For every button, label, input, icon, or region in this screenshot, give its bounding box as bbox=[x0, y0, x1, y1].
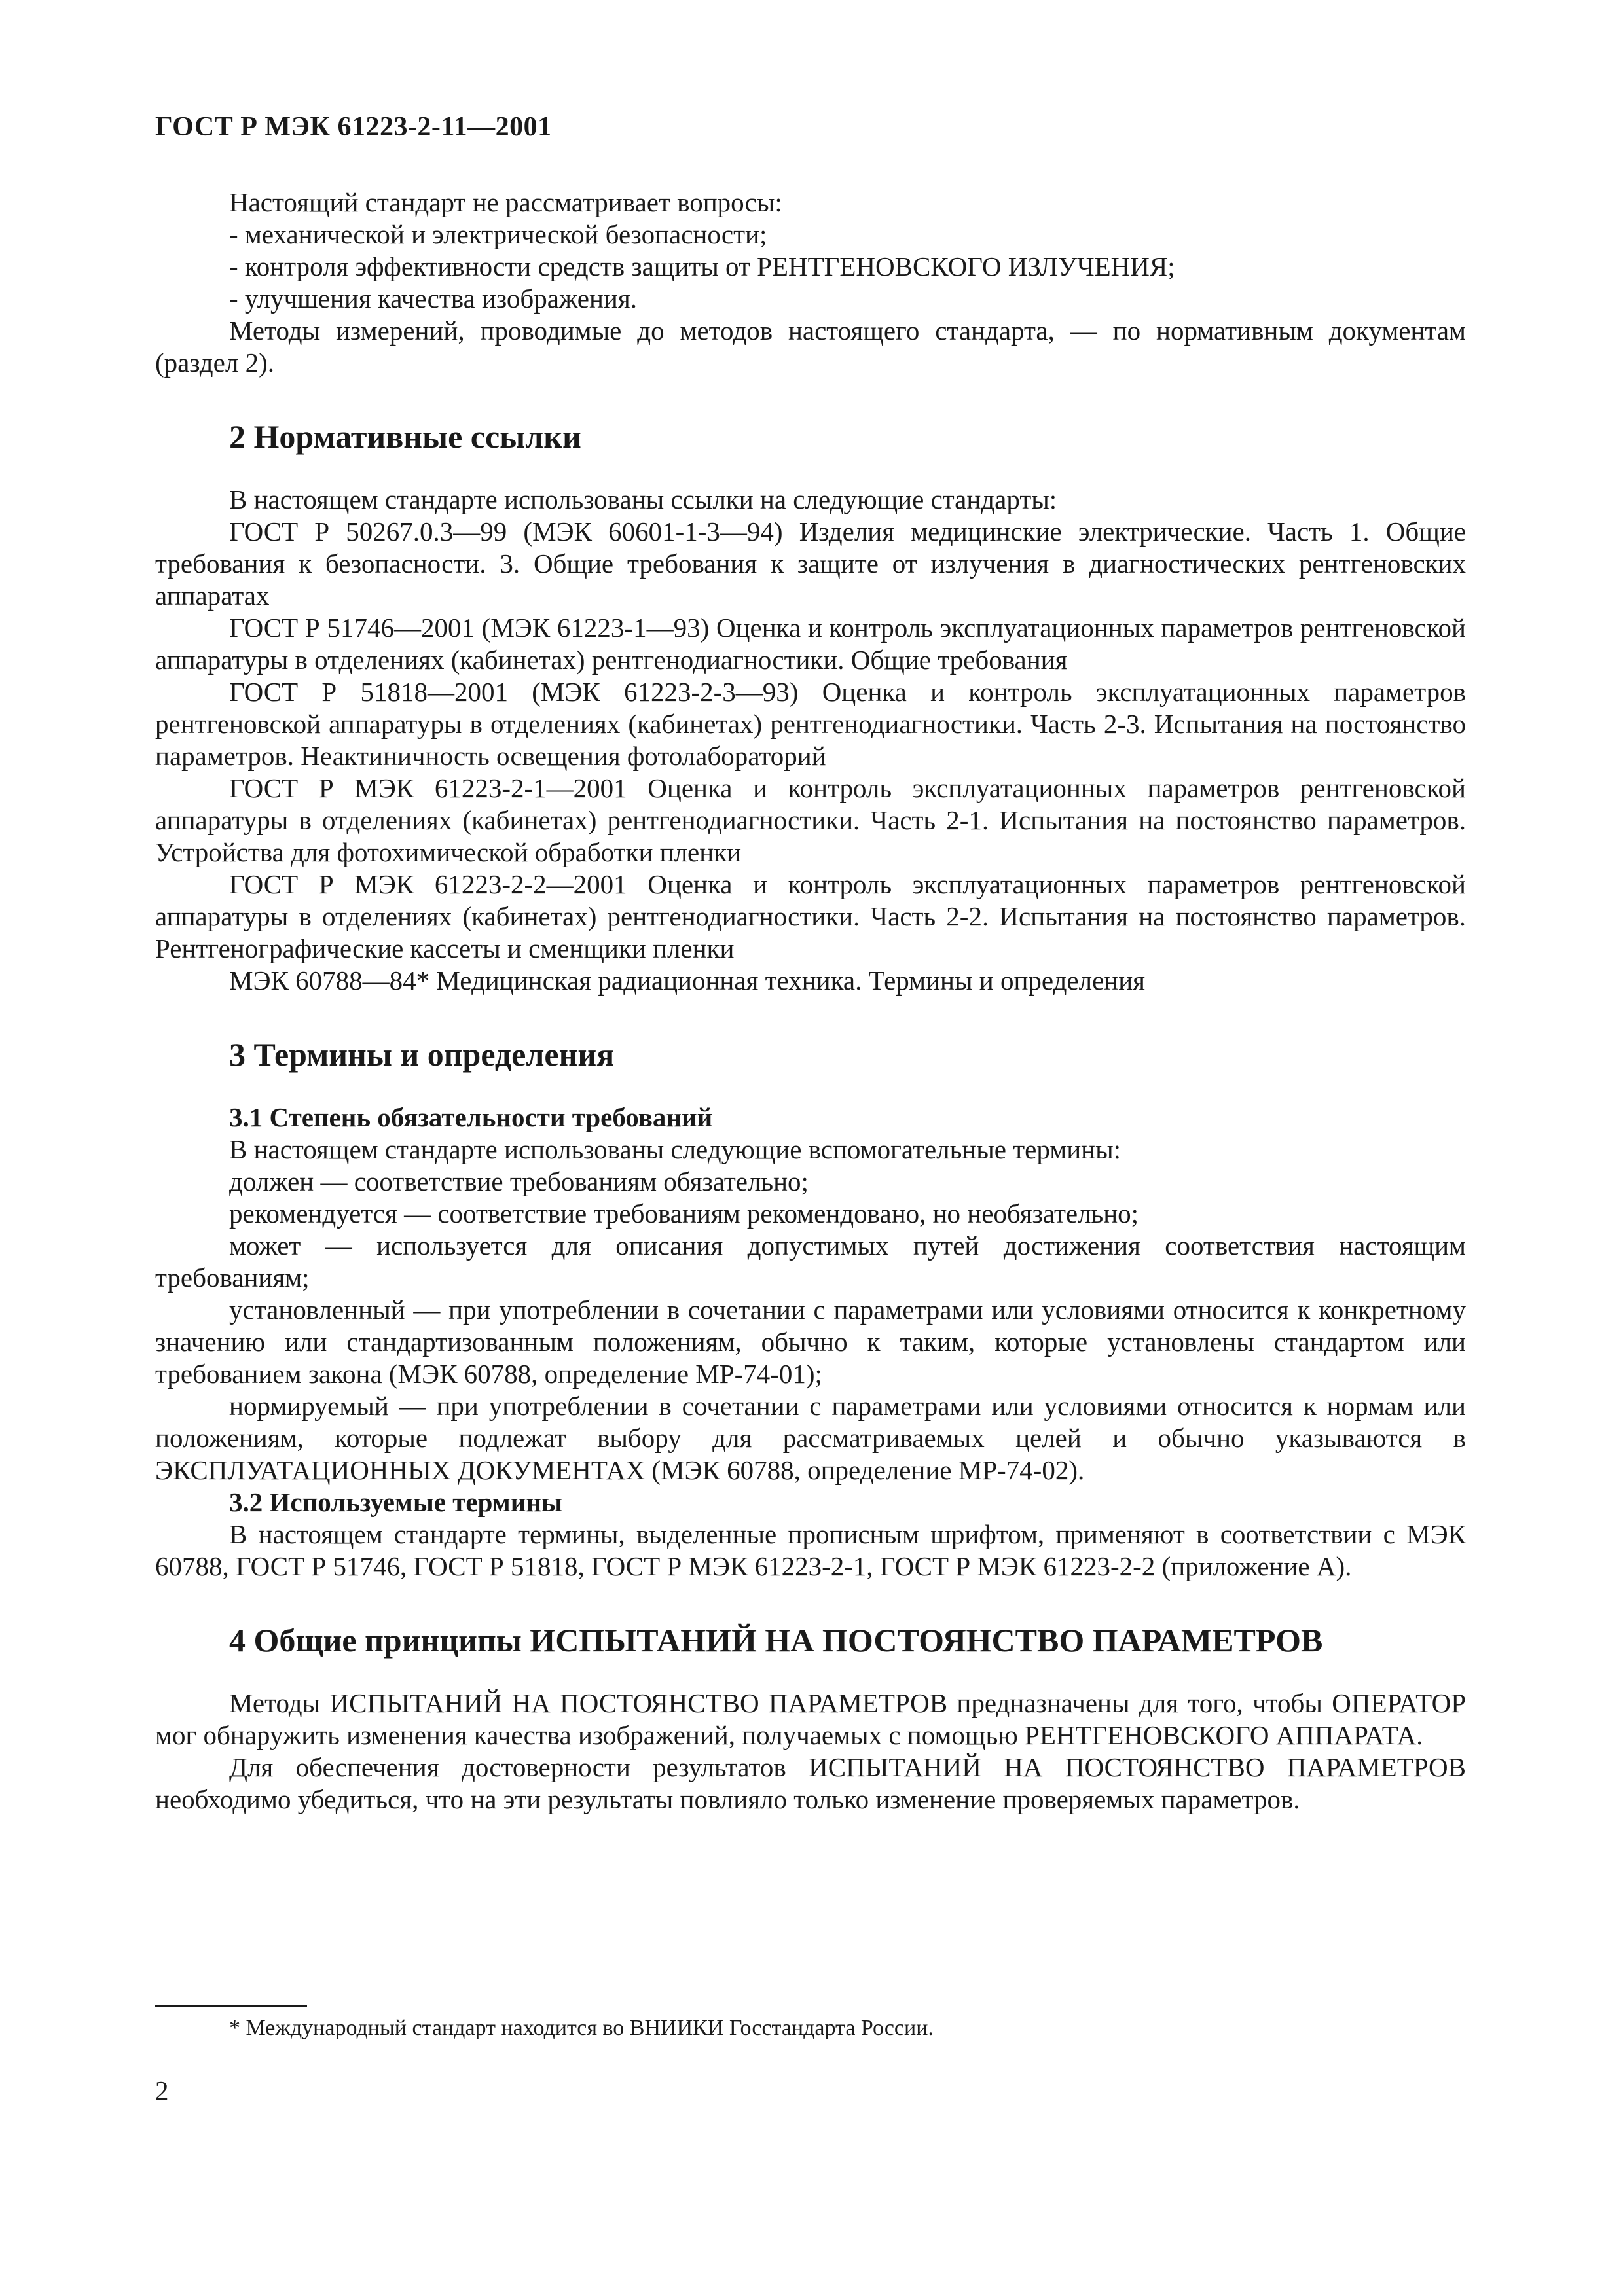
terms-used-paragraph: В настоящем стандарте термины, выделенные прописным шрифтом, применяют в соответствии с МЭК 60788, ГОСТ Р 51746, ГОСТ Р 51818, ГОСТ Р МЭК 61223-2-1, ГОСТ Р МЭК 61223-2-2 (приложение А). bbox=[155, 1519, 1466, 1581]
principles-paragraph: Методы ИСПЫТАНИЙ НА ПОСТОЯНСТВО ПАРАМЕТРОВ предназначены для того, чтобы ОПЕРАТОР мог обнаружить изменения качества изображений, получаемых с помощью РЕНТГЕНОВСКОГО АППАРАТА. bbox=[155, 1688, 1466, 1750]
section-3-heading: 3 Термины и определения bbox=[229, 1036, 615, 1073]
term-paragraph: может — используется для описания допустимых путей достижения соответствия настоящим требованиям; bbox=[155, 1230, 1466, 1293]
term-paragraph: установленный — при употреблении в сочетании с параметрами или условиями относится к конкретному значению или стандартизованным положениям, обычно к таким, которые установлены стандартом или требованием закона (МЭК 60788, определение МР-74-01); bbox=[155, 1295, 1466, 1389]
term-paragraph: В настоящем стандарте использованы следующие вспомогательные термины: bbox=[229, 1134, 1122, 1164]
normative-ref-paragraph: ГОСТ Р МЭК 61223-2-1—2001 Оценка и контроль эксплуатационных параметров рентгеновской аппаратуры в отделениях (кабинетах) рентгенодиагностики. Часть 2-1. Испытания на постоянство параметров. Устройства для фотохимической обработки пленки bbox=[155, 773, 1466, 867]
intro-line: - контроля эффективности средств защиты от РЕНТГЕНОВСКОГО ИЗЛУЧЕНИЯ; bbox=[229, 251, 1175, 281]
section-2 bbox=[155, 417, 1466, 997]
footnote: * Международный стандарт находится во ВНИИКИ Госстандарта России. bbox=[229, 2016, 934, 2040]
document-body bbox=[155, 187, 1466, 1816]
intro-line: - улучшения качества изображения. bbox=[229, 283, 637, 314]
intro-line: - механической и электрической безопасности; bbox=[229, 219, 767, 249]
page-number: 2 bbox=[155, 2075, 169, 2106]
normative-ref-paragraph: МЭК 60788—84* Медицинская радиационная техника. Термины и определения bbox=[229, 965, 1146, 996]
normative-ref-paragraph: ГОСТ Р МЭК 61223-2-2—2001 Оценка и контроль эксплуатационных параметров рентгеновской аппаратуры в отделениях (кабинетах) рентгенодиагностики. Часть 2-2. Испытания на постоянство параметров. Рентгенографические кассеты и сменщики пленки bbox=[155, 869, 1466, 963]
normative-ref-paragraph: ГОСТ Р 51818—2001 (МЭК 61223-2-3—93) Оценка и контроль эксплуатационных параметров рентгеновской аппаратуры в отделениях (кабинетах) рентгенодиагностики. Часть 2-3. Испытания на постоянство параметров. Неактиничность освещения фотолабораторий bbox=[155, 677, 1466, 771]
intro-block bbox=[155, 187, 1466, 379]
subsection-3-2-heading: 3.2 Используемые термины bbox=[229, 1487, 562, 1517]
principles-paragraph: Для обеспечения достоверности результатов ИСПЫТАНИЙ НА ПОСТОЯНСТВО ПАРАМЕТРОВ необходимо убедиться, что на эти результаты повлияло только изменение проверяемых параметров. bbox=[155, 1752, 1466, 1814]
term-paragraph: должен — соответствие требованиям обязательно; bbox=[229, 1166, 809, 1196]
term-paragraph: рекомендуется — соответствие требованиям рекомендовано, но необязательно; bbox=[229, 1198, 1139, 1229]
term-paragraph: нормируемый — при употреблении в сочетании с параметрами или условиями относится к нормам или положениям, которые подлежат выбору для рассматриваемых целей и обычно указываются в ЭКСПЛУАТАЦИОННЫХ ДОКУМЕНТАХ (МЭК 60788, определение МР-74-02). bbox=[155, 1391, 1466, 1485]
document-header: ГОСТ Р МЭК 61223-2-11—2001 bbox=[155, 112, 552, 142]
normative-ref-paragraph: ГОСТ Р 51746—2001 (МЭК 61223-1—93) Оценка и контроль эксплуатационных параметров рентгеновской аппаратуры в отделениях (кабинетах) рентгенодиагностики. Общие требования bbox=[155, 613, 1466, 675]
section-4-heading: 4 Общие принципы ИСПЫТАНИЙ НА ПОСТОЯНСТВО ПАРАМЕТРОВ bbox=[229, 1622, 1323, 1659]
intro-line: Методы измерений, проводимые до методов настоящего стандарта, — по нормативным документам (раздел 2). bbox=[155, 315, 1466, 378]
section-4 bbox=[155, 1621, 1466, 1816]
section-3 bbox=[155, 1035, 1466, 1583]
normative-ref-paragraph: В настоящем стандарте использованы ссылки на следующие стандарты: bbox=[229, 484, 1057, 514]
subsection-3-1-heading: 3.1 Степень обязательности требований bbox=[229, 1102, 713, 1132]
section-2-heading: 2 Нормативные ссылки bbox=[229, 418, 581, 455]
intro-line: Настоящий стандарт не рассматривает вопросы: bbox=[229, 187, 782, 217]
normative-ref-paragraph: ГОСТ Р 50267.0.3—99 (МЭК 60601-1-3—94) Изделия медицинские электрические. Часть 1. Общие требования к безопасности. 3. Общие требования к защите от излучения в диагностических рентгеновских аппаратах bbox=[155, 516, 1466, 611]
footnote-divider bbox=[155, 2005, 307, 2007]
